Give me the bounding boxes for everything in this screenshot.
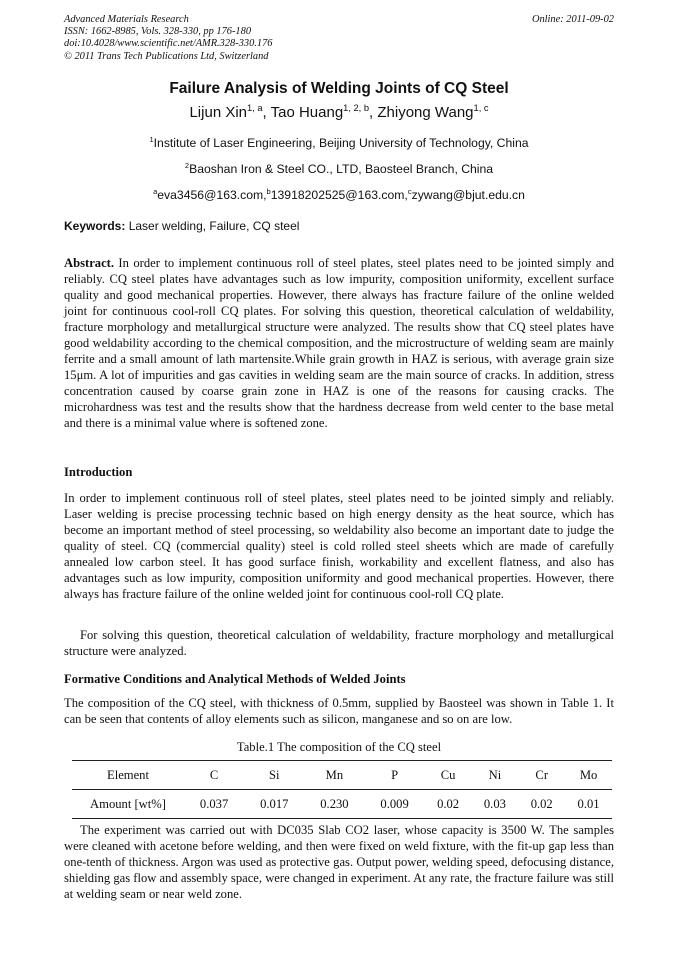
keywords-line: [64, 219, 299, 233]
affiliation-sup: 2: [184, 160, 190, 170]
journal-name: Advanced Materials Research: [64, 14, 189, 25]
paper-title: Failure Analysis of Welding Joints of CQ Steel: [169, 80, 509, 97]
table-header-cell: Element: [72, 761, 184, 790]
running-header: [64, 14, 614, 63]
keywords-label: Keywords:: [64, 219, 126, 233]
author-list: Lijun Xin$^{1, a}$, Tao Huang$^{1, 2, b}$, Zhiyong Wang$^{1, c}$: [189, 103, 489, 121]
table-cell: 0.009: [365, 790, 425, 819]
table-header-cell: Cr: [518, 761, 565, 790]
affiliation-text: Baoshan Iron & Steel CO., LTD, Baosteel Branch, China: [189, 162, 494, 176]
author-name: Lijun Xin: [189, 104, 248, 121]
email-text: 13918202525@163.com,: [270, 188, 408, 202]
table-cell: Amount [wt%]: [72, 790, 184, 819]
table-row: [72, 790, 612, 819]
table-header-cell: Mn: [304, 761, 364, 790]
introduction-paragraph-2: For solving this question, theoretical calculation of weldability, fracture morphology and metallurgical structure were analyzed.: [64, 628, 614, 658]
table-cell: 0.037: [184, 790, 244, 819]
table-header-cell: C: [184, 761, 244, 790]
introduction-heading: Introduction: [64, 465, 133, 479]
email-sup: c: [407, 186, 412, 196]
table-header-cell: Ni: [472, 761, 519, 790]
affiliation-1: [0, 136, 678, 150]
issn-line: ISSN: 1662-8985, Vols. 328-330, pp 176-180: [64, 26, 252, 38]
email-text: zywang@bjut.edu.cn: [411, 188, 525, 202]
online-date: Online: 2011-09-02: [531, 14, 614, 25]
author-name: Tao Huang: [270, 104, 344, 121]
affiliation-sup: 1: [149, 134, 154, 144]
doi-line: doi:10.4028/www.scientific.net/AMR.328-330.176: [64, 38, 273, 50]
table-cell: 0.02: [425, 790, 472, 819]
abstract-text: In order to implement continuous roll of steel plates, steel plates need to be jointed simply and reliably. CQ steel plates have advantages such as low impurity, composition uniformity, excellent surface quality and good mechanical properties. However, there always has fracture failure of the online welded joint for continuous cool-roll CQ plates. For solving this question, theoretical calculation of weldability, fracture morphology and metallurgical structure were analyzed. The results show that CQ steel plates have good weldability according to the chemical composition, and the microstructure of welding seam are mainly ferrite and a small amount of lath martensite.While grain growth in HAZ is serious, with average grain size 15μm. A lot of impurities and gas cavities in welding seam are the main source of cracks. In addition, stress concentration caused by coarse grain zone in HAZ is one of the reasons for causing cracks. The microhardness was test and the results show that the hardness decrease from weld center to the base metal and there is a minimal value where is softened zone.: [64, 256, 614, 430]
table-header-row: [72, 761, 612, 790]
table-cell: 0.017: [244, 790, 304, 819]
table-cell: 0.01: [565, 790, 612, 819]
table-cell: 0.02: [518, 790, 565, 819]
table-header-cell: Si: [244, 761, 304, 790]
author-sup: 1, c: [473, 103, 489, 113]
table-cell: 0.03: [472, 790, 519, 819]
section-paragraph-2: The experiment was carried out with DC035 Slab CO2 laser, whose capacity is 3500 W. The samples were cleaned with acetone before welding, and then were fixed on weld fixture, with the fit-up gap less than one-tenth of thickness. Argon was used as protective gas. Output power, welding speed, defocusing distance, shielding gas flow and assembly space, were changed in experiment. At any rate, the fracture failure was still at welding seam or near weld zone.: [64, 823, 614, 901]
copyright-line: © 2011 Trans Tech Publications Ltd, Switzerland: [64, 50, 269, 62]
table-header-cell: Cu: [425, 761, 472, 790]
section-paragraph-1: The composition of the CQ steel, with thickness of 0.5mm, supplied by Baosteel was shown in Table 1. It can be seen that contents of alloy elements such as silicon, manganese and so on are low.: [64, 696, 614, 726]
table-header-cell: P: [365, 761, 425, 790]
table-cell: 0.230: [304, 790, 364, 819]
abstract-paragraph: [64, 255, 614, 431]
email-text: eva3456@163.com,: [157, 188, 267, 202]
introduction-paragraph-1: In order to implement continuous roll of steel plates, steel plates need to be jointed simply and reliably. Laser welding is precise processing technic based on high energy density as the heat source, which has become an important method of steel processing, so weldability also become an important date to judge the quality of steel. CQ (commercial quality) steel is cold rolled steel sheets which are made of carefully annealed low carbon steel. It has good surface finish, workability and excellent flatness, and also has advantages such as low impurity, composition uniformity and good mechanical properties. However, there always has fracture failure of the online welded joint for continuous cool-roll CQ plate.: [64, 491, 614, 601]
email-sup: b: [266, 186, 271, 196]
affiliation-text: Institute of Laser Engineering, Beijing University of Technology, China: [153, 136, 529, 150]
abstract-label: Abstract.: [64, 256, 115, 270]
keywords-text: Laser welding, Failure, CQ steel: [125, 219, 300, 233]
table-caption: Table.1 The composition of the CQ steel: [236, 740, 442, 754]
email-line: [0, 188, 678, 202]
affiliation-2: [0, 162, 678, 176]
table-header-cell: Mo: [565, 761, 612, 790]
author-sup: 1, a: [247, 103, 263, 113]
email-sup: a: [153, 186, 158, 196]
composition-table: [72, 760, 612, 819]
section-heading: Formative Conditions and Analytical Methods of Welded Joints: [64, 672, 406, 686]
author-name: Zhiyong Wang: [377, 104, 474, 121]
author-sup: 1, 2, b: [343, 103, 370, 113]
